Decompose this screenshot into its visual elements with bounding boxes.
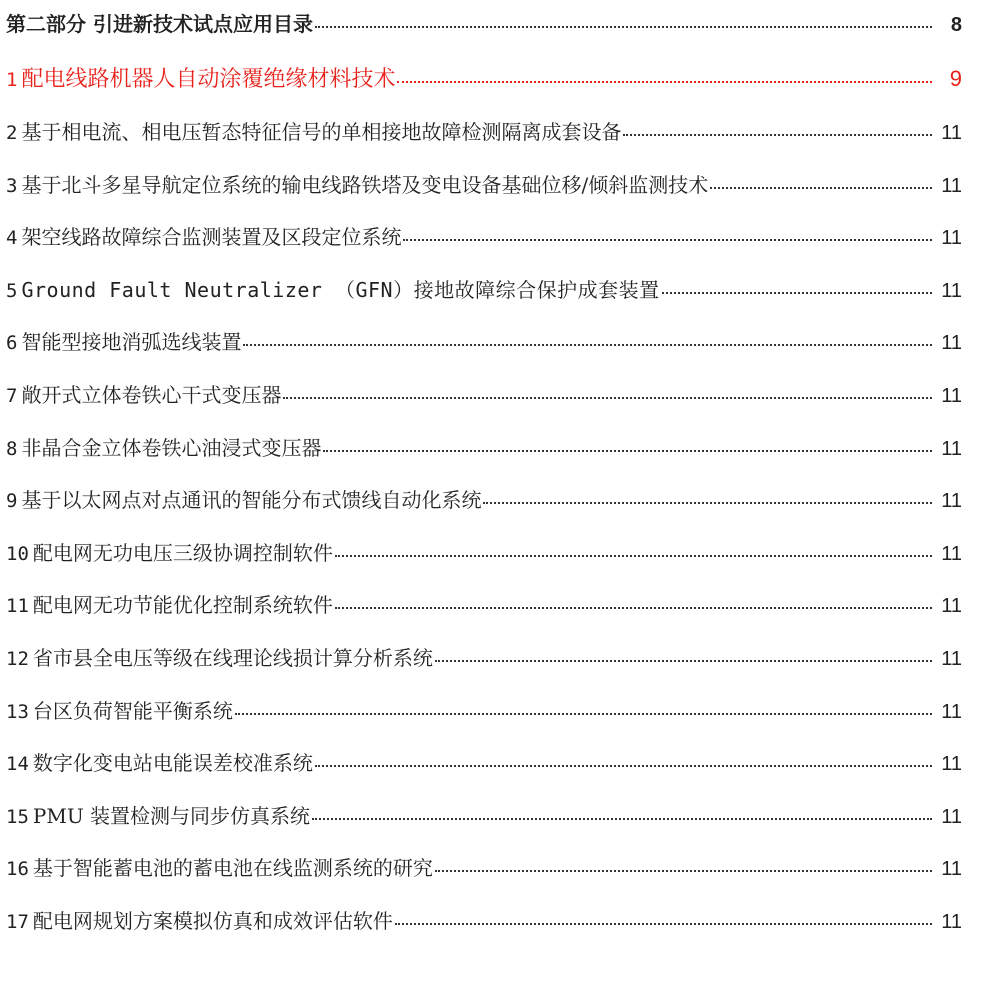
toc-section-title: 第二部分 引进新技术试点应用目录 — [6, 12, 313, 36]
toc-entry-14[interactable] — [6, 737, 962, 790]
toc-section-heading[interactable] — [6, 0, 962, 50]
toc-entry-number: 7 — [6, 384, 18, 407]
toc-page-number: 11 — [941, 174, 962, 197]
toc-page-number: 11 — [941, 595, 962, 618]
toc-entry-number: 14 — [6, 753, 29, 776]
toc-page-number: 11 — [941, 858, 962, 881]
toc-entry-number: 6 — [6, 332, 18, 355]
toc-page-number: 8 — [950, 14, 962, 36]
toc-entry-title: 数字化变电站电能误差校准系统 — [32, 751, 313, 776]
toc-page-number: 11 — [941, 437, 962, 460]
dot-leader — [435, 660, 932, 662]
toc-entry-number: 8 — [6, 437, 18, 460]
dot-leader — [335, 555, 932, 557]
dot-leader — [315, 765, 932, 767]
toc-page-number: 11 — [941, 805, 962, 828]
dot-leader — [283, 397, 932, 399]
toc-entry-number: 5 — [6, 279, 18, 302]
toc-entry-number: 11 — [6, 595, 29, 618]
dot-leader — [403, 239, 932, 241]
toc-entry-title: 基于以太网点对点通讯的智能分布式馈线自动化系统 — [21, 488, 482, 513]
toc-entry-title: 非晶合金立体卷铁心油浸式变压器 — [21, 435, 322, 460]
toc-entry-8[interactable] — [6, 422, 962, 475]
dot-leader — [315, 26, 932, 28]
toc-entry-number: 13 — [6, 700, 29, 723]
dot-leader — [395, 923, 932, 925]
dot-leader — [323, 450, 932, 452]
toc-page-number: 11 — [941, 753, 962, 776]
dot-leader — [335, 607, 932, 609]
toc-entry-13[interactable] — [6, 685, 962, 738]
dot-leader — [483, 502, 932, 504]
toc-entry-title: 省市县全电压等级在线理论线损计算分析系统 — [32, 645, 433, 670]
toc-entry-16[interactable] — [6, 842, 962, 895]
toc-entry-title: 基于相电流、相电压暂态特征信号的单相接地故障检测隔离成套设备 — [21, 120, 622, 144]
toc-entry-12[interactable] — [6, 632, 962, 685]
table-of-contents — [6, 0, 962, 948]
toc-entry-4[interactable] — [6, 211, 962, 264]
toc-page-number: 9 — [949, 66, 962, 91]
toc-entry-title: 敞开式立体卷铁心干式变压器 — [21, 382, 282, 407]
toc-entry-title: 配电网无功电压三级协调控制软件 — [32, 540, 333, 565]
toc-page-number: 11 — [941, 227, 962, 250]
toc-entry-title: 配电网无功节能优化控制系统软件 — [32, 593, 333, 618]
toc-entry-number: 9 — [6, 490, 18, 513]
toc-entry-11[interactable] — [6, 579, 962, 632]
toc-page-number: 11 — [941, 910, 962, 933]
dot-leader — [435, 870, 932, 872]
toc-entry-number: 3 — [6, 174, 18, 197]
toc-entry-title: 基于智能蓄电池的蓄电池在线监测系统的研究 — [32, 856, 433, 881]
toc-page-number: 11 — [941, 647, 962, 670]
toc-entry-3[interactable] — [6, 159, 962, 212]
toc-entry-title: 智能型接地消弧选线装置 — [21, 330, 242, 355]
dot-leader — [623, 134, 932, 136]
dot-leader — [710, 187, 932, 189]
toc-entry-2[interactable] — [6, 106, 962, 159]
dot-leader — [235, 713, 932, 715]
toc-entry-6[interactable] — [6, 316, 962, 369]
toc-page-number: 11 — [941, 279, 962, 302]
toc-entry-title: PMU 装置检测与同步仿真系统 — [32, 803, 311, 828]
toc-entry-15[interactable] — [6, 790, 962, 843]
toc-entry-title: 架空线路故障综合监测装置及区段定位系统 — [21, 225, 402, 250]
toc-entry-9[interactable] — [6, 474, 962, 527]
dot-leader — [243, 344, 932, 346]
toc-page-number: 11 — [941, 122, 962, 144]
toc-entry-number: 17 — [6, 910, 29, 933]
toc-entry-number: 12 — [6, 647, 29, 670]
toc-entry-title: Ground Fault Neutralizer （GFN）接地故障综合保护成套装置 — [21, 277, 660, 302]
toc-entry-number: 4 — [6, 227, 18, 250]
toc-entry-10[interactable] — [6, 527, 962, 580]
dot-leader — [397, 81, 932, 83]
toc-entry-5[interactable] — [6, 264, 962, 317]
toc-entry-number: 16 — [6, 858, 29, 881]
toc-entry-number: 2 — [6, 122, 18, 144]
toc-entry-7[interactable] — [6, 369, 962, 422]
toc-entry-number: 10 — [6, 542, 29, 565]
dot-leader — [312, 818, 932, 820]
toc-entry-title: 台区负荷智能平衡系统 — [32, 698, 233, 723]
toc-entry-title: 配电线路机器人自动涂覆绝缘材料技术 — [21, 67, 396, 92]
toc-page-number: 11 — [941, 700, 962, 723]
toc-entry-title: 配电网规划方案模拟仿真和成效评估软件 — [32, 908, 393, 933]
toc-entry-title: 基于北斗多星导航定位系统的输电线路铁塔及变电设备基础位移/倾斜监测技术 — [21, 172, 709, 197]
toc-entry-number: 1 — [6, 69, 18, 91]
toc-entry-number: 15 — [6, 805, 29, 828]
toc-page-number: 11 — [941, 490, 962, 513]
toc-page-number: 11 — [941, 332, 962, 355]
toc-page-number: 11 — [941, 542, 962, 565]
toc-page-number: 11 — [941, 384, 962, 407]
toc-entry-17[interactable] — [6, 895, 962, 948]
dot-leader — [662, 292, 932, 294]
toc-entry-1[interactable] — [6, 50, 962, 106]
